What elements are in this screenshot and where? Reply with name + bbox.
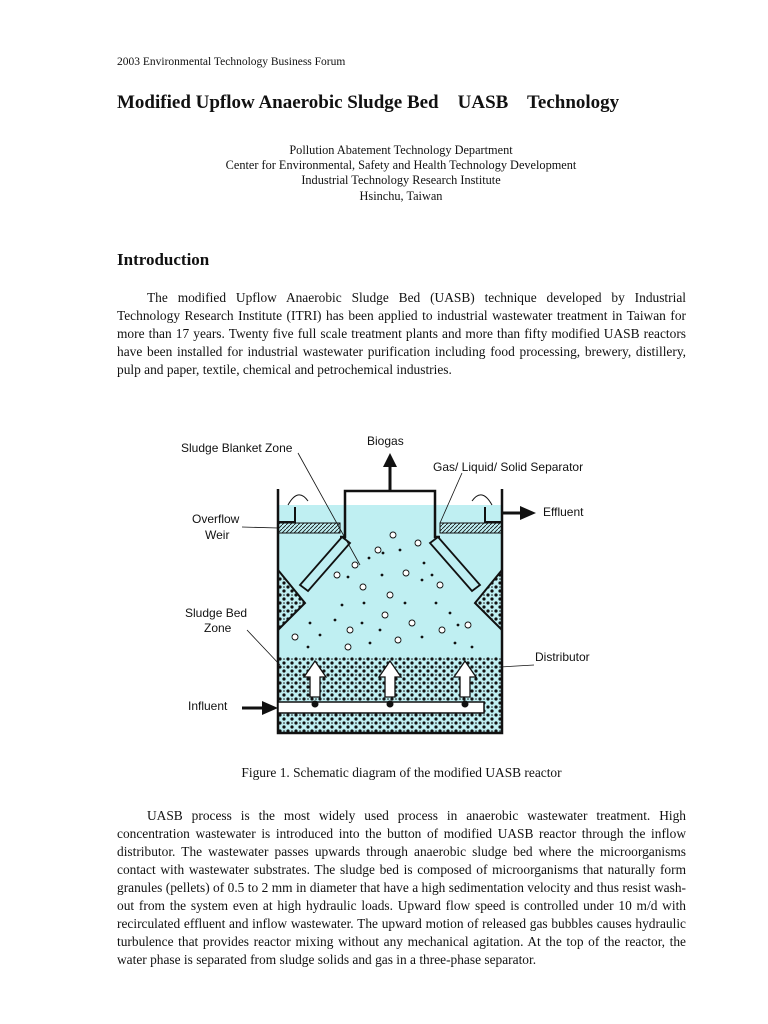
- distributor-pipe: [278, 702, 484, 713]
- influent-arrowhead: [262, 701, 278, 715]
- section-heading-introduction: Introduction: [117, 250, 210, 269]
- intro-paragraph: The modified Upflow Anaerobic Sludge Bed (UASB) technique developed by Industrial Technology Research Institute (ITRI) has been applied to industrial wastewater treatment in Taiwan for more than 17 years. Twenty five full scale treatment plants and more than fifty modified UASB reactors have been installed for industrial wastewater purification including food processing, brewery, distillery, pulp and paper, textile, chemical and petrochemical industries.: [117, 290, 686, 377]
- label-influent: Influent: [188, 699, 228, 713]
- affiliation-line: Hsinchu, Taiwan: [359, 188, 443, 203]
- label-effluent: Effluent: [543, 505, 584, 519]
- figure-caption: Figure 1. Schematic diagram of the modified UASB reactor: [241, 765, 562, 780]
- label-separator: Gas/ Liquid/ Solid Separator: [433, 460, 584, 474]
- label-overflow-weir: Weir: [205, 528, 230, 542]
- affiliation-line: Pollution Abatement Technology Department: [289, 143, 513, 157]
- label-sludge-blanket-zone: Sludge Blanket Zone: [181, 441, 293, 455]
- distributor-nozzle: [462, 701, 469, 708]
- overflow-curl-left: [288, 495, 308, 505]
- label-overflow-weir: Overflow: [192, 512, 240, 526]
- label-biogas: Biogas: [367, 434, 404, 448]
- label-distributor: Distributor: [535, 650, 590, 664]
- overflow-weir-band-left: [278, 523, 340, 533]
- affiliation-line: Center for Environmental, Safety and Health Technology Development: [225, 158, 577, 173]
- overflow-weir-band-right: [440, 523, 502, 533]
- biogas-arrowhead: [383, 453, 397, 467]
- label-sludge-bed-zone: Sludge Bed: [185, 606, 248, 620]
- overflow-curl-right: [472, 495, 492, 505]
- label-sludge-bed-zone: Zone: [204, 621, 232, 635]
- effluent-arrowhead: [520, 506, 536, 520]
- body-paragraph: UASB process is the most widely used process in anaerobic wastewater treatment. High concentration wastewater is introduced into the button of modified UASB reactor through the inflow distributor. The wastewater passes upwards through anaerobic sludge bed where the microorganisms contact with wastewater substrates. The sludge bed is composed of microorganisms that naturally form granules (pellets) of 0.5 to 2 mm in diameter that have a high sedimentation velocity and thus resist wash-out from the system even at high hydraulic loads. Upward flow speed is controlled under 10 m/d with recirculated effluent and inflow wastewater. The upward motion of released gas bubbles causes hydraulic turbulence that provides reactor mixing without any mechanical agitation. At the top of the reactor, the water phase is separated from sludge solids and gas in a three-phase separator.: [117, 808, 686, 967]
- distributor-nozzle: [387, 701, 394, 708]
- affiliation-line: Industrial Technology Research Institute: [301, 173, 501, 188]
- uasb-reactor-diagram: [150, 425, 630, 755]
- affiliation-block: [117, 143, 685, 204]
- paper-title: Modified Upflow Anaerobic Sludge Bed UASB Technology: [117, 92, 620, 113]
- running-header: 2003 Environmental Technology Business Forum: [117, 56, 346, 68]
- distributor-nozzle: [312, 701, 319, 708]
